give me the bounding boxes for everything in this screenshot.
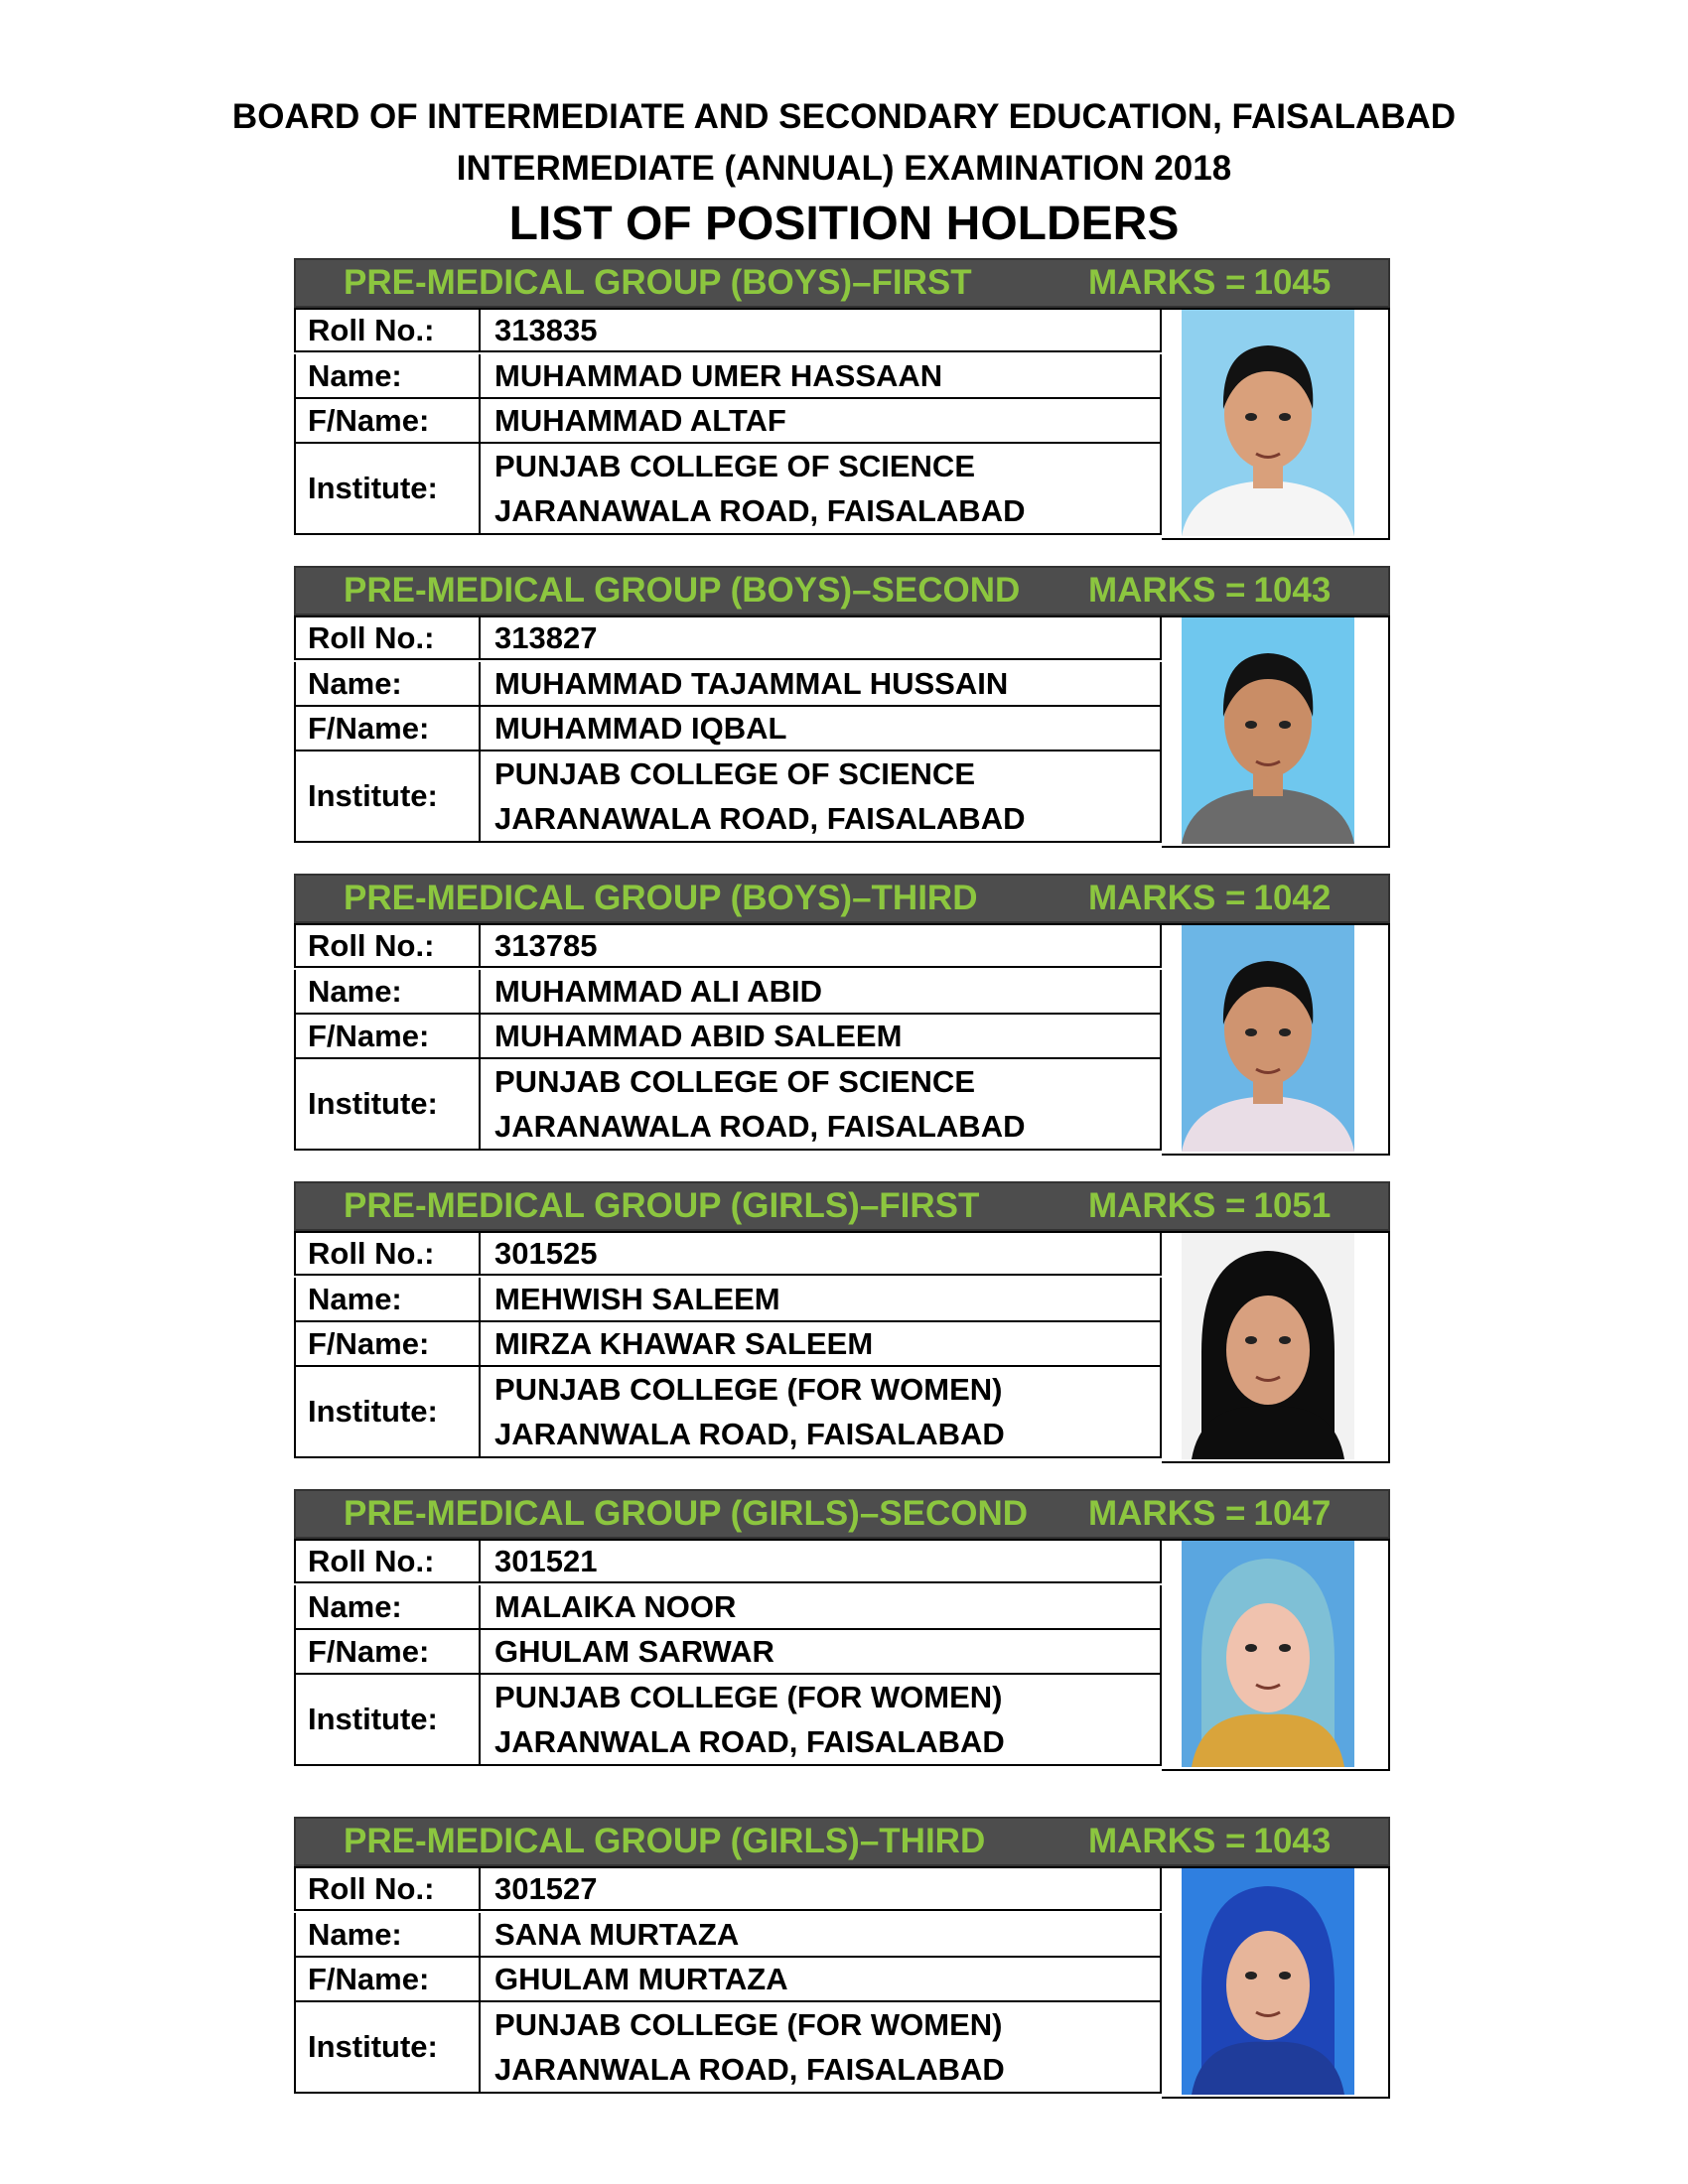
institute-label: Institute:: [296, 444, 481, 533]
institute-value: [494, 1675, 1160, 1764]
student-photo: [1182, 617, 1354, 844]
photo-frame: [1162, 923, 1390, 1156]
fname-value: GHULAM SARWAR: [494, 1634, 774, 1669]
institute-row: [294, 444, 1162, 535]
institute-line-2: JARANAWALA ROAD, FAISALABAD: [494, 1109, 1026, 1144]
institute-line-1: PUNJAB COLLEGE (FOR WOMEN): [494, 1372, 1003, 1407]
student-photo: [1182, 310, 1354, 536]
fname-label: F/Name:: [296, 707, 481, 750]
group-position-band: [294, 566, 1390, 615]
position-holder-card: [294, 1817, 1390, 2099]
fname-row: [294, 1630, 1162, 1675]
name-row: [294, 662, 1162, 707]
fname-row: [294, 1015, 1162, 1059]
fname-value: MUHAMMAD ALTAF: [494, 403, 786, 438]
institute-row: [294, 1675, 1162, 1766]
group-position-title: PRE-MEDICAL GROUP (GIRLS)–THIRD: [344, 1822, 986, 1860]
group-position-band: [294, 258, 1390, 308]
institute-line-2: JARANAWALA ROAD, FAISALABAD: [494, 801, 1026, 836]
name-row: [294, 1913, 1162, 1958]
group-position-title: PRE-MEDICAL GROUP (BOYS)–THIRD: [344, 879, 978, 917]
institute-row: [294, 1367, 1162, 1458]
roll-value: 313827: [494, 620, 598, 655]
roll-label: Roll No.:: [296, 1233, 481, 1274]
marks-total: [1088, 258, 1331, 308]
roll-row: [294, 1866, 1162, 1911]
roll-row: [294, 308, 1162, 352]
board-name: BOARD OF INTERMEDIATE AND SECONDARY EDUCATION, FAISALABAD: [231, 97, 1457, 136]
institute-label: Institute:: [296, 1059, 481, 1149]
marks-value: 1045: [1253, 263, 1332, 302]
marks-total: [1088, 874, 1331, 923]
institute-line-1: PUNJAB COLLEGE OF SCIENCE: [494, 1064, 975, 1099]
roll-label: Roll No.:: [296, 925, 481, 966]
marks-value: 1051: [1253, 1186, 1332, 1225]
name-row: [294, 1585, 1162, 1630]
name-value: SANA MURTAZA: [494, 1917, 740, 1952]
student-photo: [1182, 1541, 1354, 1767]
roll-value: 301525: [494, 1236, 598, 1271]
marks-total: [1088, 566, 1331, 615]
marks-label: MARKS =: [1088, 1494, 1246, 1533]
fname-label: F/Name:: [296, 1958, 481, 2000]
roll-value: 313785: [494, 928, 598, 963]
roll-label: Roll No.:: [296, 617, 481, 658]
position-holder-card: [294, 1489, 1390, 1771]
marks-label: MARKS =: [1088, 879, 1246, 917]
name-row: [294, 354, 1162, 399]
fname-row: [294, 1958, 1162, 2002]
student-photo: [1182, 925, 1354, 1152]
marks-total: [1088, 1817, 1331, 1866]
institute-label: Institute:: [296, 1367, 481, 1456]
name-label: Name:: [296, 1913, 481, 1956]
institute-value: [494, 2002, 1160, 2092]
marks-value: 1047: [1253, 1494, 1332, 1533]
roll-value: 313835: [494, 313, 598, 347]
roll-value: 301527: [494, 1871, 598, 1906]
photo-frame: [1162, 308, 1390, 540]
fname-value: MIRZA KHAWAR SALEEM: [494, 1326, 874, 1361]
institute-line-1: PUNJAB COLLEGE (FOR WOMEN): [494, 2007, 1003, 2042]
institute-row: [294, 751, 1162, 843]
roll-label: Roll No.:: [296, 1541, 481, 1581]
institute-line-2: JARANWALA ROAD, FAISALABAD: [494, 2052, 1005, 2087]
photo-frame: [1162, 1231, 1390, 1463]
photo-frame: [1162, 1539, 1390, 1771]
position-holder-card: [294, 566, 1390, 848]
roll-row: [294, 1231, 1162, 1276]
photo-frame: [1162, 1866, 1390, 2099]
marks-value: 1043: [1253, 1822, 1332, 1860]
name-label: Name:: [296, 354, 481, 397]
name-value: MUHAMMAD UMER HASSAAN: [494, 358, 943, 393]
marks-value: 1043: [1253, 571, 1332, 610]
institute-row: [294, 1059, 1162, 1151]
name-value: MALAIKA NOOR: [494, 1589, 737, 1624]
group-position-band: [294, 874, 1390, 923]
name-row: [294, 970, 1162, 1015]
institute-label: Institute:: [296, 2002, 481, 2092]
marks-label: MARKS =: [1088, 1186, 1246, 1225]
marks-label: MARKS =: [1088, 263, 1246, 302]
institute-value: [494, 444, 1160, 533]
institute-label: Institute:: [296, 751, 481, 841]
fname-value: MUHAMMAD ABID SALEEM: [494, 1019, 903, 1053]
institute-line-1: PUNJAB COLLEGE (FOR WOMEN): [494, 1680, 1003, 1714]
institute-line-2: JARANWALA ROAD, FAISALABAD: [494, 1724, 1005, 1759]
exam-name: INTERMEDIATE (ANNUAL) EXAMINATION 2018: [456, 149, 1232, 188]
roll-label: Roll No.:: [296, 1868, 481, 1909]
institute-value: [494, 1059, 1160, 1149]
roll-value: 301521: [494, 1544, 598, 1578]
marks-label: MARKS =: [1088, 1822, 1246, 1860]
name-label: Name:: [296, 662, 481, 705]
marks-value: 1042: [1253, 879, 1332, 917]
group-position-title: PRE-MEDICAL GROUP (GIRLS)–FIRST: [344, 1186, 980, 1225]
group-position-title: PRE-MEDICAL GROUP (BOYS)–FIRST: [344, 263, 972, 302]
name-value: MUHAMMAD ALI ABID: [494, 974, 823, 1009]
roll-label: Roll No.:: [296, 310, 481, 350]
group-position-band: [294, 1181, 1390, 1231]
roll-row: [294, 615, 1162, 660]
fname-row: [294, 1322, 1162, 1367]
name-value: MEHWISH SALEEM: [494, 1282, 780, 1316]
marks-total: [1088, 1181, 1331, 1231]
group-position-title: PRE-MEDICAL GROUP (BOYS)–SECOND: [344, 571, 1021, 610]
group-position-title: PRE-MEDICAL GROUP (GIRLS)–SECOND: [344, 1494, 1029, 1533]
institute-label: Institute:: [296, 1675, 481, 1764]
fname-row: [294, 707, 1162, 751]
fname-label: F/Name:: [296, 1015, 481, 1057]
group-position-band: [294, 1489, 1390, 1539]
student-photo: [1182, 1868, 1354, 2095]
name-value: MUHAMMAD TAJAMMAL HUSSAIN: [494, 666, 1009, 701]
fname-label: F/Name:: [296, 399, 481, 442]
fname-label: F/Name:: [296, 1630, 481, 1673]
institute-line-1: PUNJAB COLLEGE OF SCIENCE: [494, 449, 975, 483]
marks-total: [1088, 1489, 1331, 1539]
position-holder-card: [294, 874, 1390, 1156]
institute-line-2: JARANAWALA ROAD, FAISALABAD: [494, 493, 1026, 528]
fname-row: [294, 399, 1162, 444]
position-holder-card: [294, 1181, 1390, 1463]
institute-value: [494, 1367, 1160, 1456]
fname-label: F/Name:: [296, 1322, 481, 1365]
institute-row: [294, 2002, 1162, 2094]
institute-line-1: PUNJAB COLLEGE OF SCIENCE: [494, 756, 975, 791]
roll-row: [294, 1539, 1162, 1583]
name-label: Name:: [296, 1278, 481, 1320]
institute-value: [494, 751, 1160, 841]
fname-value: MUHAMMAD IQBAL: [494, 711, 787, 746]
institute-line-2: JARANWALA ROAD, FAISALABAD: [494, 1417, 1005, 1451]
student-photo: [1182, 1233, 1354, 1459]
fname-value: GHULAM MURTAZA: [494, 1962, 788, 1996]
name-label: Name:: [296, 1585, 481, 1628]
page-title: LIST OF POSITION HOLDERS: [508, 198, 1180, 250]
roll-row: [294, 923, 1162, 968]
name-row: [294, 1278, 1162, 1322]
marks-label: MARKS =: [1088, 571, 1246, 610]
group-position-band: [294, 1817, 1390, 1866]
position-holder-card: [294, 258, 1390, 540]
photo-frame: [1162, 615, 1390, 848]
name-label: Name:: [296, 970, 481, 1013]
